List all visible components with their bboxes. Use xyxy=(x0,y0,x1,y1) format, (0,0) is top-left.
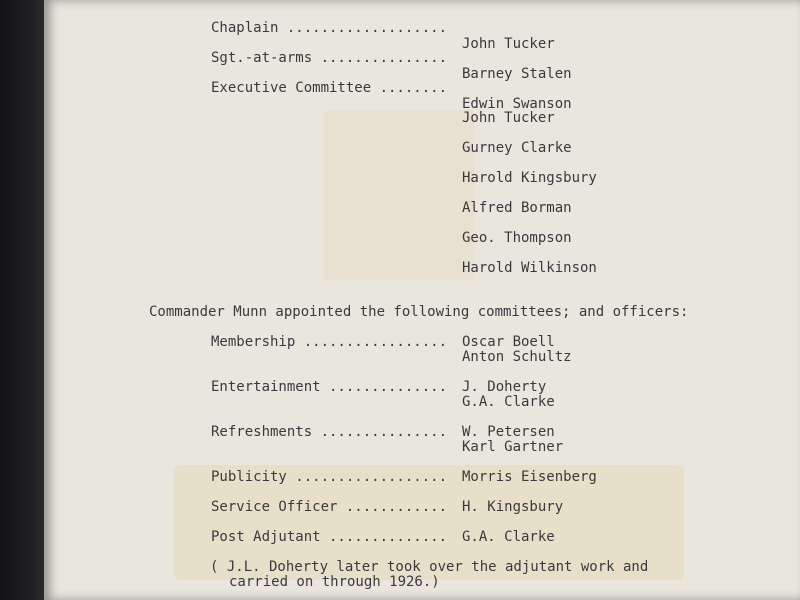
executive-member xyxy=(44,244,800,292)
officer-label: Executive Committee ........ xyxy=(211,80,448,96)
committee-label: Refreshments ............... xyxy=(211,424,448,440)
committee-member: Oscar Boell xyxy=(462,334,555,350)
committee-member: Morris Eisenberg xyxy=(462,469,597,485)
committee-label: Membership ................. xyxy=(211,334,448,350)
committee-row-publicity xyxy=(44,469,800,485)
officer-name: Barney Stalen xyxy=(462,66,572,82)
officer-name: Geo. Thompson xyxy=(462,230,572,246)
committee-label: Service Officer ............ xyxy=(211,499,448,515)
officer-name: Harold Kingsbury xyxy=(462,170,597,186)
officer-name: Gurney Clarke xyxy=(462,140,572,156)
committee-member: W. Petersen xyxy=(462,424,555,440)
committee-label: Publicity .................. xyxy=(211,469,448,485)
committee-row-entertainment xyxy=(44,379,800,411)
committee-row-post-adjutant xyxy=(44,529,800,545)
committee-member: G.A. Clarke xyxy=(462,529,555,545)
committee-label: Post Adjutant .............. xyxy=(211,529,448,545)
committees-intro: Commander Munn appointed the following committees; and officers: xyxy=(149,304,689,320)
officer-label: Chaplain ................... xyxy=(211,20,448,36)
book-binding xyxy=(0,0,44,600)
committee-member: Anton Schultz xyxy=(462,349,572,365)
document-page xyxy=(44,0,800,600)
committee-label: Entertainment .............. xyxy=(211,379,448,395)
committee-member: G.A. Clarke xyxy=(462,394,555,410)
committee-member: H. Kingsbury xyxy=(462,499,564,515)
committee-member: Karl Gartner xyxy=(462,439,564,455)
committee-member: J. Doherty xyxy=(462,379,547,395)
officer-name: Edwin Swanson xyxy=(462,96,572,112)
adjutant-note-line: carried on through 1926.) xyxy=(229,574,440,590)
officer-name: John Tucker xyxy=(462,36,555,52)
committee-row-service-officer xyxy=(44,499,800,515)
committee-row-refreshments xyxy=(44,424,800,456)
officer-label: Sgt.-at-arms ............... xyxy=(211,50,448,66)
officer-name: Alfred Borman xyxy=(462,200,572,216)
officer-name: Harold Wilkinson xyxy=(462,260,597,276)
officer-name: John Tucker xyxy=(462,110,555,126)
committee-row-membership xyxy=(44,334,800,366)
adjutant-note-line: ( J.L. Doherty later took over the adjutant work and xyxy=(210,559,649,575)
